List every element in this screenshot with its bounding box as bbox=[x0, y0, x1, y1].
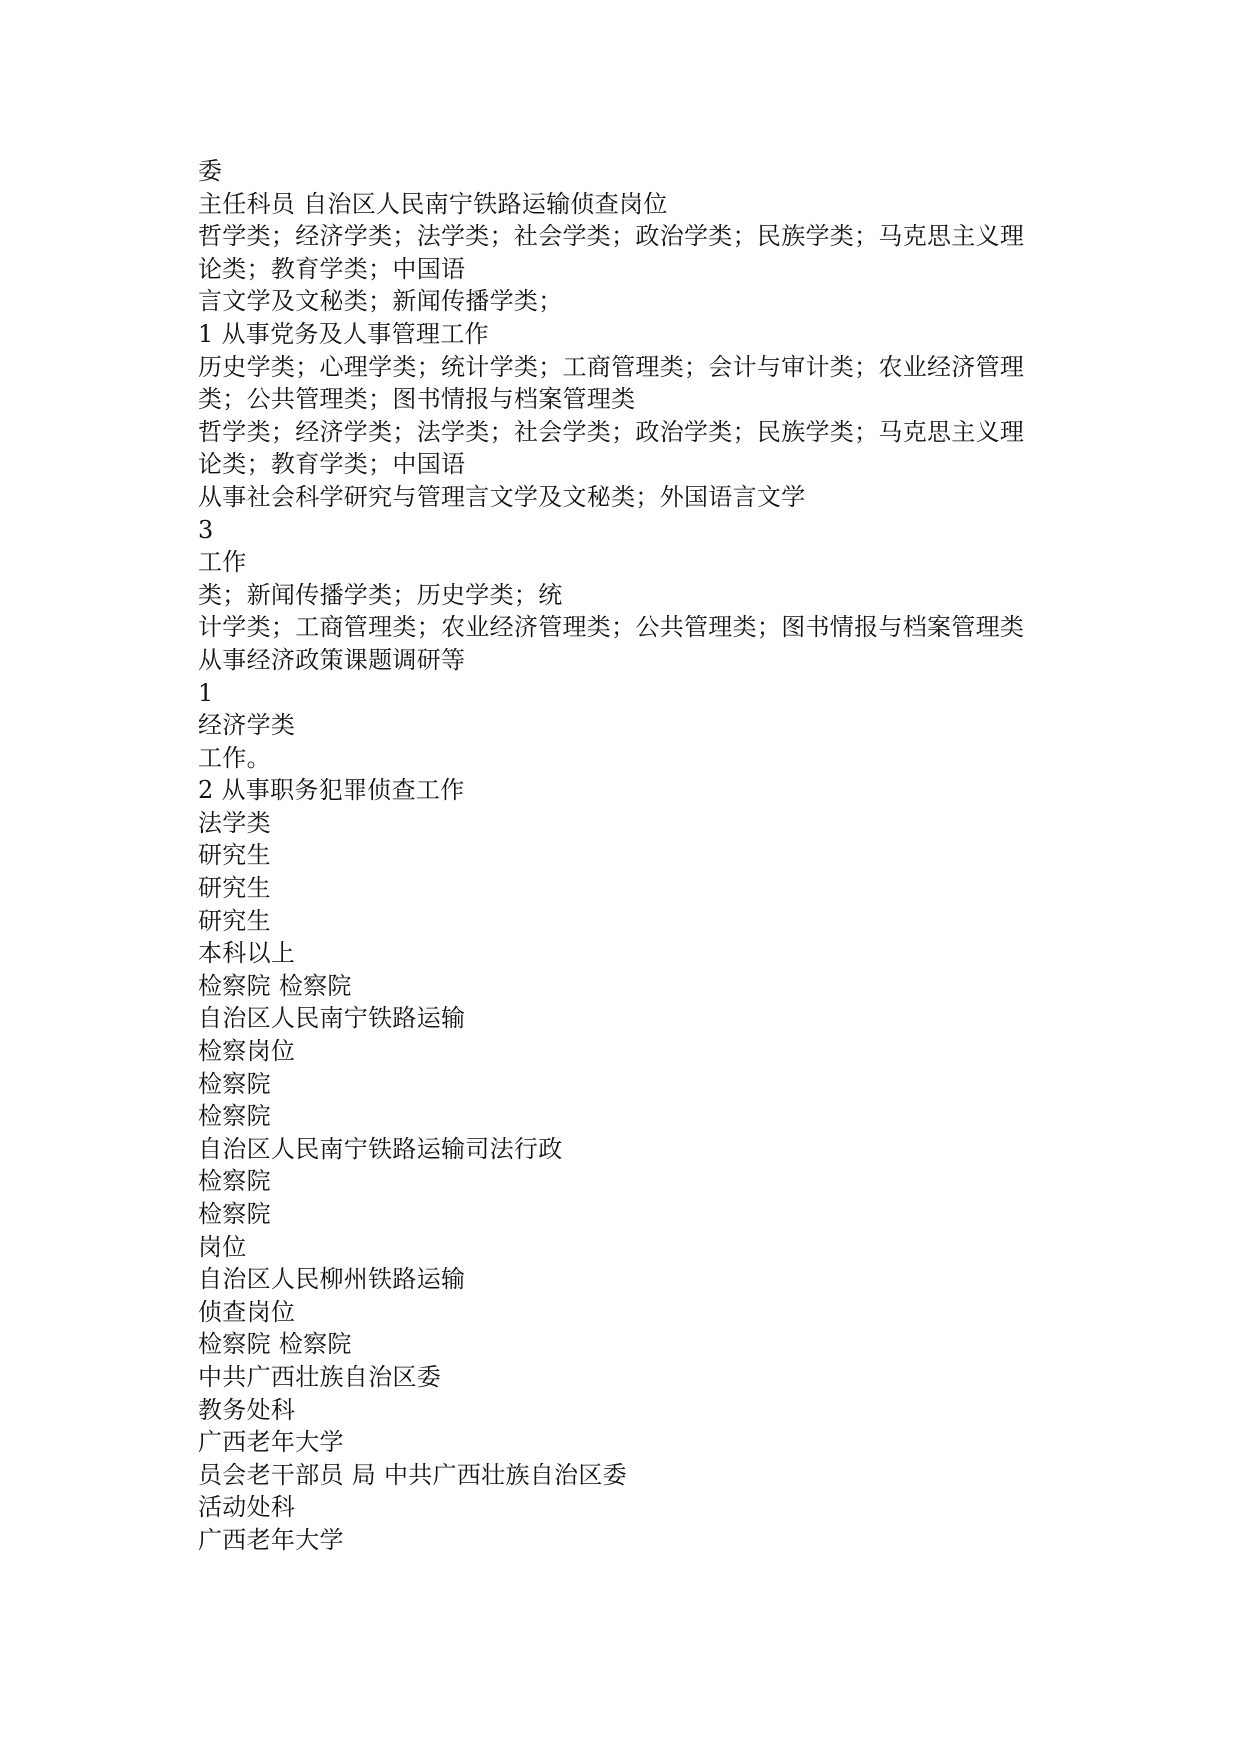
text-line: 检察院 bbox=[198, 1069, 271, 1098]
text-line: 历史学类；心理学类；统计学类；工商管理类；会计与审计类；农业经济管理类；公共管理类；图书情报与档案管理类 bbox=[198, 352, 1025, 414]
text-line: 类；新闻传播学类；历史学类；统 bbox=[198, 580, 563, 609]
text-line: 岗位 bbox=[198, 1232, 247, 1261]
text-line: 从事经济政策课题调研等 bbox=[198, 645, 466, 674]
text-line: 检察院 bbox=[198, 1167, 271, 1196]
text-line: 言文学及文秘类；新闻传播学类； bbox=[198, 287, 563, 316]
text-line: 员会老干部员 局 中共广西壮族自治区委 bbox=[198, 1460, 627, 1489]
text-line: 侦查岗位 bbox=[198, 1297, 296, 1326]
text-line: 自治区人民南宁铁路运输司法行政 bbox=[198, 1134, 563, 1163]
text-line: 哲学类；经济学类；法学类；社会学类；政治学类；民族学类；马克思主义理论类；教育学类；中国语 bbox=[198, 417, 1025, 479]
text-line: 法学类 bbox=[198, 808, 271, 837]
text-line: 中共广西壮族自治区委 bbox=[198, 1362, 441, 1391]
text-line: 2 从事职务犯罪侦查工作 bbox=[198, 776, 465, 805]
text-line: 主任科员 自治区人民南宁铁路运输侦查岗位 bbox=[198, 189, 668, 218]
text-line: 本科以上 bbox=[198, 939, 296, 968]
text-line: 检察院 bbox=[198, 1102, 271, 1131]
text-line: 活动处科 bbox=[198, 1493, 296, 1522]
text-line: 教务处科 bbox=[198, 1395, 296, 1424]
text-line: 广西老年大学 bbox=[198, 1525, 344, 1554]
text-line: 哲学类；经济学类；法学类；社会学类；政治学类；民族学类；马克思主义理论类；教育学类；中国语 bbox=[198, 222, 1025, 283]
text-line: 检察院 检察院 bbox=[198, 1330, 352, 1359]
text-line: 研究生 bbox=[198, 906, 271, 935]
text-line: 委 bbox=[198, 157, 223, 185]
text-line: 广西老年大学 bbox=[198, 1428, 344, 1457]
text-line: 检察院 bbox=[198, 1200, 271, 1228]
text-line: 研究生 bbox=[198, 841, 271, 870]
text-line: 自治区人民南宁铁路运输 bbox=[198, 1004, 466, 1033]
text-line: 检察院 检察院 bbox=[198, 971, 352, 1000]
text-line: 1 从事党务及人事管理工作 bbox=[198, 319, 489, 348]
text-line: 经济学类 bbox=[198, 711, 296, 740]
text-line: 研究生 bbox=[198, 874, 271, 903]
text-line: 1 bbox=[198, 678, 214, 707]
text-line: 自治区人民柳州铁路运输 bbox=[198, 1265, 466, 1294]
text-line: 计学类；工商管理类；农业经济管理类；公共管理类；图书情报与档案管理类 bbox=[198, 613, 1025, 642]
document-body bbox=[198, 155, 1038, 1557]
text-line: 工作 bbox=[198, 548, 247, 577]
text-line: 3 bbox=[198, 515, 214, 544]
text-line: 工作。 bbox=[198, 743, 271, 772]
text-line: 检察岗位 bbox=[198, 1037, 296, 1066]
text-line: 从事社会科学研究与管理言文学及文秘类；外国语言文学 bbox=[198, 482, 806, 511]
